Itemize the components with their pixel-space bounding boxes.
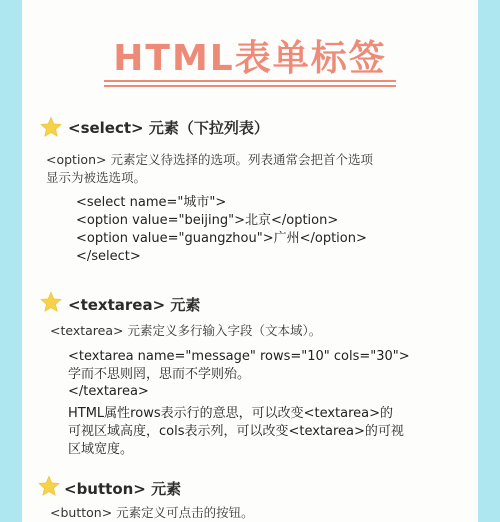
note-line: HTML属性rows表示行的意思，可以改变<textarea>的 <box>68 406 394 421</box>
code-line: </select> <box>76 249 141 264</box>
code-line: <option value="guangzhou">广州</option> <box>76 231 367 246</box>
page-title: HTML表单标签 <box>113 38 387 79</box>
textarea-desc: <textarea> 元素定义多行输入字段（文本域）。 <box>50 323 322 338</box>
code-line: </textarea> <box>68 384 149 399</box>
button-heading: <button> 元素 <box>64 480 182 498</box>
star-icon <box>40 291 62 313</box>
title-underline-top <box>104 80 396 82</box>
code-line: 学而不思则罔，思而不学则殆。 <box>68 367 251 382</box>
note-line: 可视区域高度，cols表示列，可以改变<textarea>的可视 <box>68 424 404 439</box>
code-line: <textarea name="message" rows="10" cols="30"> <box>68 349 410 364</box>
select-desc-line1: <option> 元素定义待选择的选项。列表通常会把首个选项 <box>46 152 373 167</box>
textarea-heading: <textarea> 元素 <box>68 296 201 314</box>
content-card <box>22 0 478 522</box>
title-underline-bottom <box>104 85 396 87</box>
code-line: <option value="beijing">北京</option> <box>76 213 339 228</box>
star-icon <box>38 475 60 497</box>
button-desc: <button> 元素定义可点击的按钮。 <box>50 505 254 520</box>
select-heading: <select> 元素（下拉列表） <box>68 119 269 137</box>
star-icon <box>40 116 62 138</box>
note-line: 区域宽度。 <box>68 442 134 457</box>
code-line: <select name="城市"> <box>76 195 227 210</box>
select-desc-line2: 显示为被选选项。 <box>46 170 147 185</box>
